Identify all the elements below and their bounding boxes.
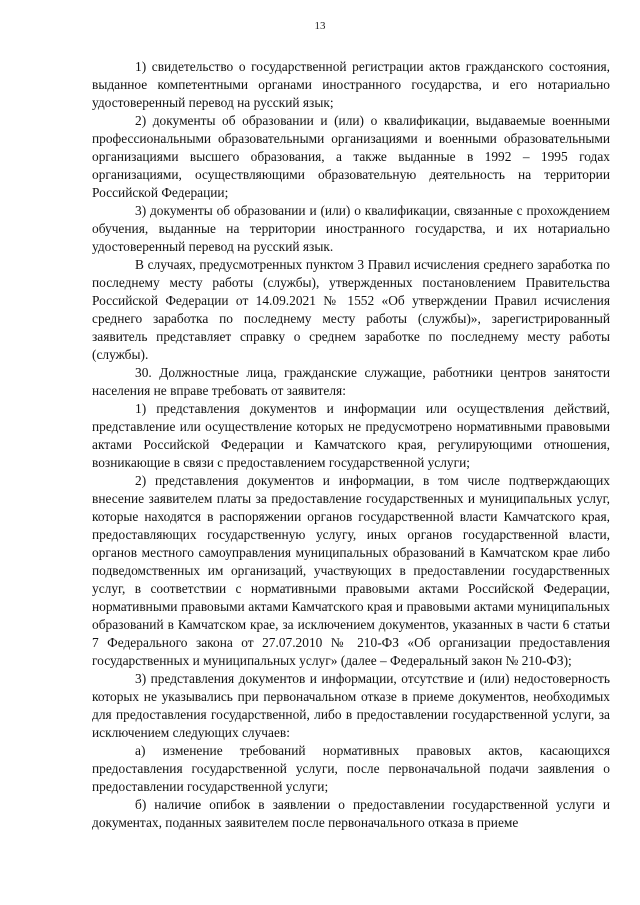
page-number: 13 [314, 20, 326, 32]
paragraph-item-30-3-a: а) изменение требований нормативных правовых актов, касающихся предоставления государственной услуги, после первоначальной подачи заявления о предоставлении государственной услуги; [92, 743, 610, 794]
paragraph-item-30-3-b: б) наличие опибок в заявлении о предоставлении государственной услуги и документах, поданных заявителем после первоначального отказа в приеме [92, 797, 610, 830]
document-body [92, 58, 610, 832]
paragraph-foreign-education-documents: 3) документы об образовании и (или) о квалификации, связанные с прохождением обучения, выданные на территории иностранного государства, и их нотариально удостоверенный перевод на русский язык. [92, 203, 610, 254]
paragraph-birth-certificate: 1) свидетельство о государственной регистрации актов гражданского состояния, выданное компетентными органами иностранного государства, и его нотариально удостоверенный перевод на русский язык; [92, 59, 610, 110]
paragraph-military-education-documents: 2) документы об образовании и (или) о квалификации, выдаваемые военными профессиональными образовательными организациями и военными образовательными организациями высшего образования, а также выданные в 1992 – 1995 годах организациями, осуществляющими образовательную деятельность на территории Российской Федерации; [92, 113, 610, 200]
paragraph-item-30: 30. Должностные лица, гражданские служащие, работники центров занятости населения не вправе требовать от заявителя: [92, 365, 610, 398]
paragraph-item-30-1: 1) представления документов и информации или осуществления действий, представление или осуществление которых не предусмотрено нормативными правовыми актами Российской Федерации и Камчатского края, регулирующими отношения, возникающие в связи с предоставлением государственной услуги; [92, 401, 610, 470]
paragraph-item-30-2: 2) представления документов и информации, в том числе подтверждающих внесение заявителем платы за предоставление государственных и муниципальных услуг, которые находятся в распоряжении органов государственной власти Камчатского края, предоставляющих государственную услугу, иных органов государственной власти, органов местного самоуправления муниципальных образований в Камчатском крае либо подведомственных им организаций, участвующих в предоставлении государственных услуг, в соответствии с нормативными правовыми актами Российской Федерации, нормативными правовыми актами Камчатского края и правовыми актами муниципальных образований в Камчатском крае, за исключением документов, указанных в части 6 статьи 7 Федерального закона от 27.07.2010 № 210-ФЗ «Об организации предоставления государственных и муниципальных услуг» (далее – Федеральный закон № 210-ФЗ); [92, 473, 610, 668]
paragraph-average-earnings-certificate: В случаях, предусмотренных пунктом 3 Правил исчисления среднего заработка по последнему месту работы (службы), утвержденных постановлением Правительства Российской Федерации от 14.09.2021 № 1552 «Об утверждении Правил исчисления среднего заработка по последнему месту работы (службы)», зарегистрированный заявитель представляет справку о среднем заработке по последнему месту работы (службы). [92, 257, 610, 362]
paragraph-item-30-3: 3) представления документов и информации, отсутствие и (или) недостоверность которых не указывались при первоначальном отказе в приеме документов, необходимых для предоставления государственной, либо в предоставлении государственной услуги, за исключением следующих случаев: [92, 671, 610, 740]
